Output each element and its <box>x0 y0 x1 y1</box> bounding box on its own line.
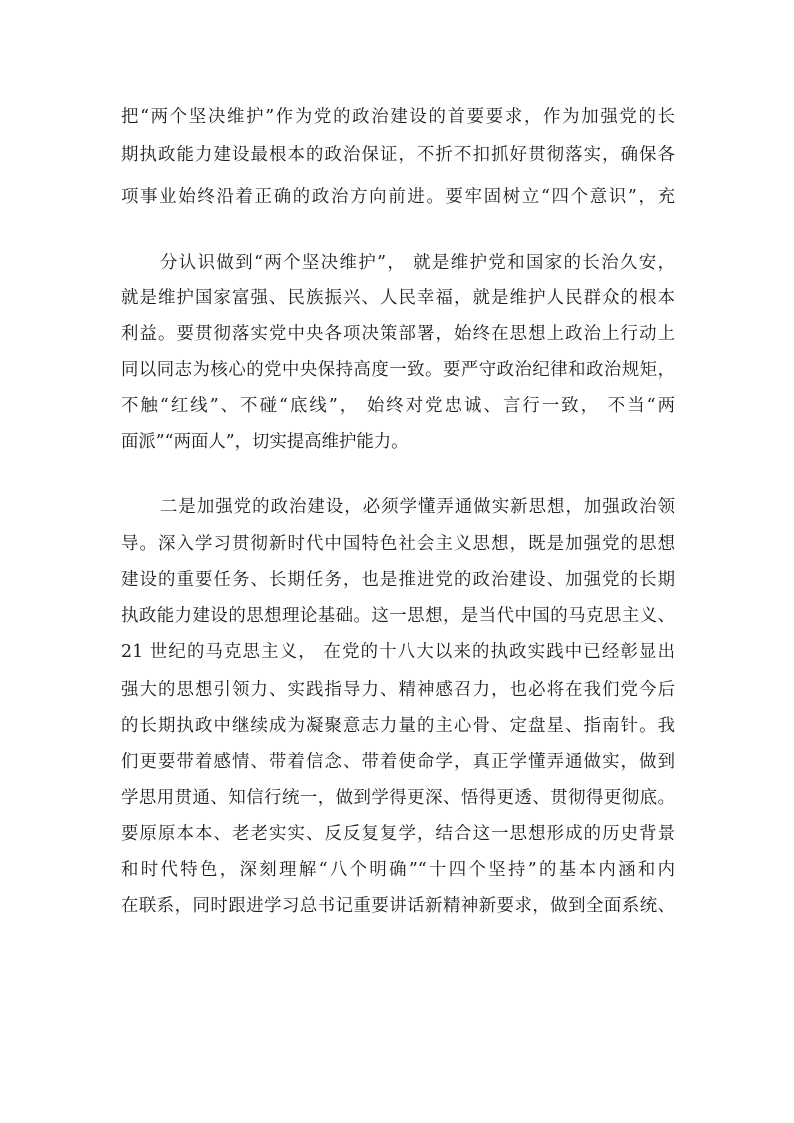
text-line: 强大的思想引领力、实践指导力、精神感召力，也必将在我们党今后 <box>121 680 675 700</box>
text-line: 执政能力建设的思想理论基础。这一思想，是当代中国的马克思主义、 <box>121 606 675 626</box>
text-line: 要原原本本、老老实实、反反复复学，结合这一思想形成的历史背景 <box>121 824 675 844</box>
text-line: 二是加强党的政治建设，必须学懂弄通做实新思想，加强政治领 <box>160 497 675 517</box>
text-line: 的长期执政中继续成为凝聚意志力量的主心骨、定盘星、指南针。我 <box>121 716 675 736</box>
text-line: 项事业始终沿着正确的政治方向前进。要牢固树立“四个意识”，充 <box>121 187 675 207</box>
text-line: 21 世纪的马克思主义， 在党的十八大以来的执政实践中已经彰显出 <box>121 642 675 662</box>
text-line: 在联系，同时跟进学习总书记重要讲话新精神新要求，做到全面系统、 <box>121 896 675 916</box>
text-line: 期执政能力建设最根本的政治保证，不折不扣抓好贯彻落实，确保各 <box>121 145 675 165</box>
text-line: 建设的重要任务、长期任务，也是推进党的政治建设、加强党的长期 <box>121 570 675 590</box>
text-line: 和时代特色，深刻理解“八个明确”“十四个坚持”的基本内涵和内 <box>121 860 675 880</box>
text-line: 把“两个坚决维护”作为党的政治建设的首要要求，作为加强党的长 <box>121 107 675 127</box>
text-line: 学思用贯通、知信行统一，做到学得更深、悟得更透、贯彻得更彻底。 <box>121 788 675 808</box>
text-line: 导。深入学习贯彻新时代中国特色社会主义思想，既是加强党的思想 <box>121 534 675 554</box>
text-line: 就是维护国家富强、民族振兴、人民幸福，就是维护人民群众的根本 <box>121 288 675 308</box>
text-line: 分认识做到“两个坚决维护”， 就是维护党和国家的长治久安， <box>160 253 675 273</box>
text-line: 面派”“两面人”，切实提高维护能力。 <box>121 432 409 452</box>
text-line: 不触“红线”、不碰“底线”， 始终对党忠诚、言行一致， 不当“两 <box>121 396 675 416</box>
text-line: 利益。要贯彻落实党中央各项决策部署，始终在思想上政治上行动上 <box>121 324 675 344</box>
text-line: 们更要带着感情、带着信念、带着使命学，真正学懂弄通做实，做到 <box>121 752 675 772</box>
text-line: 同以同志为核心的党中央保持高度一致。要严守政治纪律和政治规矩， <box>121 360 675 380</box>
